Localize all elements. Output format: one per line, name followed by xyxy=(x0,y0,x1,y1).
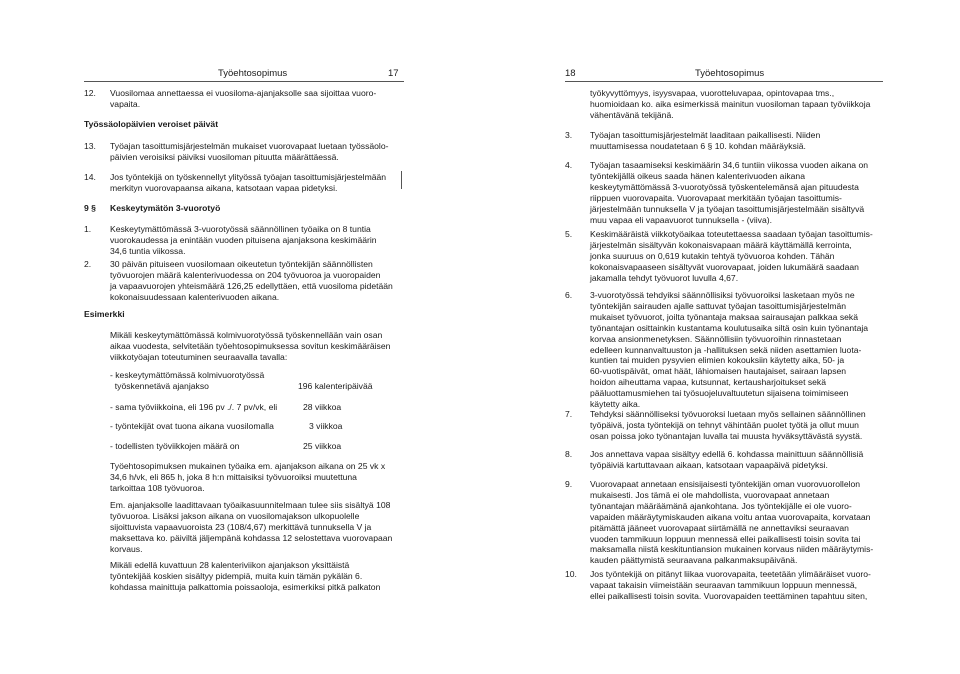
section-number: 9 § xyxy=(84,203,96,213)
paragraph-12 xyxy=(110,88,376,110)
text-line: kokonaisuudessaan kalenterivuoden aikana. xyxy=(110,291,280,302)
text-line: kokonaisvapaaseen sisältyvät vuorovapaat, joiden lukumäärä saadaan xyxy=(590,261,859,272)
text-line: kuntien tai muiden pysyvien elimien kokouksiin käytetty aika, 50- ja xyxy=(590,355,845,366)
paragraph-6 xyxy=(590,290,868,410)
text-line: edelleen kunnanvaltuuston ja -hallituksen sekä niiden asettamien luota- xyxy=(590,344,862,355)
paragraph-continued xyxy=(590,88,870,121)
text-line: Jos työntekijä on pitänyt liikaa vuorovapaita, teetetään ylimääräiset vuoro- xyxy=(590,569,871,579)
examples-label: Esimerkki xyxy=(84,309,125,319)
text-line: päivien veroisiksi päiviksi vuosiloman pituutta määrättäessä. xyxy=(110,151,339,162)
text-line: työvuorojen määrä kalenterivuodessa on 204 työvuoroa ja vuoropaiden xyxy=(110,269,381,280)
text-line: Keskeytymättömässä 3-vuorotyössä säännöllinen työaika on 8 tuntia xyxy=(110,224,371,234)
text-line: vähentävänä tekijänä. xyxy=(590,109,674,120)
paragraph-1 xyxy=(110,224,377,257)
text-line: työntekijän sairauden ajalle sattuvat työajan tasoittumisjärjestelmän xyxy=(590,300,847,311)
paragraph-5 xyxy=(590,229,873,284)
text-line: työntekijällä oikeus saada hänen kalenterivuoden aikana xyxy=(590,170,805,181)
text-line: huomioidaan ko. aika esimerkissä mainitun vuosiloman tapaan työviikkoja xyxy=(590,98,871,109)
row-value: 196 kalenteripäivää xyxy=(298,381,373,391)
paragraph-10 xyxy=(590,569,871,602)
text-line: Jos työntekijä on työskennellyt ylityössä työajan tasoittumisjärjestelmään xyxy=(110,172,387,182)
text-line: Työehtosopimuksen mukainen työaika em. ajanjakson aikana on 25 vk x xyxy=(110,461,386,471)
text-line: työnantajan osittainkin kustantama koulutusaika siltä osin kuin työnantaja xyxy=(590,322,869,333)
item-number: 8. xyxy=(565,449,573,459)
text-line: Keskimääräistä viikkotyöaikaa toteutettaessa saadaan työajan tasoittumis- xyxy=(590,229,873,239)
text-line: riippuen vuorovapaita. Vuorovapaat merkitään työajan tasoittumis- xyxy=(590,192,842,203)
paragraph-worktime xyxy=(110,461,385,494)
paragraph-13 xyxy=(110,141,389,163)
item-number: 3. xyxy=(565,130,573,140)
text-line: osan poissa joko työnantajan luvalla tai muusta hyväksyttävästä syystä. xyxy=(590,430,863,441)
row-value: 25 viikkoa xyxy=(303,441,342,451)
item-number: 12. xyxy=(84,88,96,98)
text-line: 30 päivän pituiseen vuosilomaan oikeutetun työntekijän säännöllisten xyxy=(110,259,373,269)
text-line: muuttamisessa noudatetaan 6 § 10. kohdan määräyksiä. xyxy=(590,140,806,151)
text-line: työvuoroa. Lisäksi jakson aikana on vuosilomajakson ulkopuolelle xyxy=(110,510,360,521)
text-line: pitämättä jääneet vuorovapaat siirtämällä ne annettaviksi seuraavan xyxy=(590,522,849,533)
text-line: aikaa vuodesta, selvitetään työehtosopimuksessa sovitun keskimääräisen xyxy=(110,340,391,351)
page-header-title: Työehtosopimus xyxy=(695,68,765,79)
paragraph-2 xyxy=(110,259,393,303)
text-line: vapaiden määräytymiskauden aikana voitu antaa vuorovapaita, korvataan xyxy=(590,511,871,522)
text-line: mukaiset työvuorot, joilta työnantaja maksaa sairausajan palkkaa sekä xyxy=(590,311,858,322)
text-line: vuorokaudessa ja enintään vuoden pituisena ajanjaksona keskimäärin xyxy=(110,234,377,245)
text-line: keskeytymättömässä 3-vuorotyössä työskentelemänsä ajan pituudesta xyxy=(590,181,859,192)
page-header-title: Työehtosopimus xyxy=(218,68,288,79)
text-line: käytetty aika. xyxy=(590,399,641,410)
text-line: korvaa ansionmenetyksen. Säännöllisiin työvuoroihin rinnastetaan xyxy=(590,333,842,344)
header-rule xyxy=(84,81,404,82)
example-intro xyxy=(110,330,390,363)
change-bar xyxy=(401,171,402,189)
text-line: sijoittuvista vapaavuoroista 23 (108/4,67) merkittävä tunnuksella V ja xyxy=(110,521,372,532)
section-heading: Työssäolopäivien veroiset päivät xyxy=(84,119,219,129)
example-row xyxy=(110,441,239,452)
text-line: hoidon aiheuttama vapaa, kutsunnat, kertausharjoitukset sekä xyxy=(590,377,827,388)
text-line: mukaisesti. Jos tämä ei ole mahdollista, vuorovapaat annetaan xyxy=(590,489,830,500)
section-title: Keskeytymätön 3-vuorotyö xyxy=(110,203,221,213)
text-line: kohdassa mainittuja palkattomia poissaoloja, esimerkiksi pitkä palkaton xyxy=(110,581,381,592)
row-label: - sama työviikkoina, eli 196 pv ./. 7 pv/vk, eli xyxy=(110,402,278,412)
row-label: työskennetävä ajanjakso xyxy=(110,380,209,391)
text-line: vapaita. xyxy=(110,98,141,109)
text-line: Em. ajanjaksolle laadittavaan työaikasuunnitelmaan tulee siis sisältyä 108 xyxy=(110,500,391,510)
text-line: työntekijää koskien sisältyy pidempiä, muita kuin tämän pykälän 6. xyxy=(110,570,363,581)
text-line: maksamalla niistä keskituntiansion mukainen korvaus niiden määräytymis- xyxy=(590,544,874,555)
text-line: 3-vuorotyössä tehdyiksi säännöllisiksi työvuoroiksi lasketaan myös ne xyxy=(590,290,855,300)
right-page xyxy=(480,0,960,674)
item-number: 5. xyxy=(565,229,573,239)
example-row xyxy=(110,402,277,413)
text-line: järjestelmään tunnuksella V ja työajan tasoittumisjärjestelmään sisältyvä xyxy=(590,203,865,214)
text-line: tarkoittaa 108 työvuoroa. xyxy=(110,482,205,493)
text-line: 34,6 h/vk, eli 865 h, joka 8 h:n mittaisiksi työvuoroiksi muutettuna xyxy=(110,471,357,482)
paragraph-9 xyxy=(590,479,873,566)
text-line: ellei paikallisesti toisin sovita. Vuorovapaiden teettäminen tapahtuu siten, xyxy=(590,590,868,601)
text-line: työpäivä, josta työntekijä on tehnyt vähintään puolet työtä ja ollut muun xyxy=(590,419,859,430)
page-number: 18 xyxy=(565,68,576,79)
text-line: Jos annettava vapaa sisältyy edellä 6. kohdassa mainittuun säännöllisiä xyxy=(590,449,864,459)
text-line: jonka suuruus on 0,619 kutakin tehtyä työvuoroa kohden. Tähän xyxy=(590,250,835,261)
text-line: jakamalla tehdyt työvuorot luvulla 4,67. xyxy=(590,272,739,283)
text-line: muu vapaa eli vapaavuorot tunnuksella - (viiva). xyxy=(590,214,772,225)
paragraph-14 xyxy=(110,172,386,194)
text-line: järjestelmän sisältyvän kokonaisvapaan määrä käyttämällä kerrointa, xyxy=(590,239,852,250)
text-line: Vuorovapaat annetaan ensisijaisesti työntekijän oman vuorovuorollelon xyxy=(590,479,861,489)
text-line: kauden päättymistä seuraavana palkanmaksupäivänä. xyxy=(590,555,798,566)
text-line: 60-vuotispäivät, omat häät, lähiomaisen hautajaiset, sairaan lapsen xyxy=(590,366,847,377)
text-line: työkyvyttömyys, isyysvapaa, vuorotteluvapaa, opintovapaa tms., xyxy=(590,88,835,98)
row-value: 3 viikkoa xyxy=(309,421,343,431)
paragraph-7 xyxy=(590,409,866,442)
paragraph-3 xyxy=(590,130,820,152)
paragraph-absences xyxy=(110,560,380,593)
text-line: Vuosilomaa annettaessa ei vuosiloma-ajanjaksolle saa sijoittaa vuoro- xyxy=(110,88,377,98)
text-line: maksettava ko. päiviltä jäljempänä kohdassa 12 selostettava vuorovapaan xyxy=(110,532,393,543)
paragraph-shifts xyxy=(110,500,392,555)
example-row xyxy=(110,370,264,392)
item-number: 4. xyxy=(565,160,573,170)
item-number: 1. xyxy=(84,224,92,234)
item-number: 13. xyxy=(84,141,96,151)
text-line: Mikäli keskeytymättömässä kolmivuorotyössä työskennellään vain osan xyxy=(110,330,383,340)
item-number: 9. xyxy=(565,479,573,489)
text-line: viikkotyöajan toteutuminen seuraavalla tavalla: xyxy=(110,351,288,362)
row-label: - todellisten työviikkojen määrä on xyxy=(110,441,240,451)
paragraph-8 xyxy=(590,449,863,471)
example-row xyxy=(110,421,274,432)
text-line: korvaus. xyxy=(110,543,143,554)
item-number: 7. xyxy=(565,409,573,419)
item-number: 2. xyxy=(84,259,92,269)
text-line: vuoden tammikuun loppuun mennessä ellei paikallisesti toisin sovita tai xyxy=(590,533,861,544)
item-number: 10. xyxy=(565,569,577,579)
text-line: 34,6 tuntia viikossa. xyxy=(110,245,186,256)
row-label: - työntekijät ovat tuona aikana vuosilomalla xyxy=(110,421,274,431)
item-number: 14. xyxy=(84,172,96,182)
text-line: Työajan tasoittumisjärjestelmän mukaiset vuorovapaat luetaan työssäolo- xyxy=(110,141,389,151)
text-line: Työajan tasoittumisjärjestelmät laaditaan paikallisesti. Niiden xyxy=(590,130,821,140)
row-value: 28 viikkoa xyxy=(303,402,342,412)
text-line: Mikäli edellä kuvattuun 28 kalenteriviikon ajanjakson yksittäistä xyxy=(110,560,350,570)
text-line: merkityn vuorovapaansa aikana, katsotaan vapaa pidetyksi. xyxy=(110,182,338,193)
page-number: 17 xyxy=(388,68,399,79)
text-line: Työajan tasaamiseksi keskimäärin 34,6 tuntiin viikossa vuoden aikana on xyxy=(590,160,869,170)
item-number: 6. xyxy=(565,290,573,300)
text-line: työpäiviä kartuttavaan aikaan, katsotaan vapaapäivä pidetyksi. xyxy=(590,459,828,470)
paragraph-4 xyxy=(590,160,868,225)
text-line: Tehdyksi säännölliseksi työvuoroksi luetaan myös sellainen säännöllinen xyxy=(590,409,866,419)
header-rule xyxy=(565,81,883,82)
row-label: - keskeytymättömässä kolmivuorotyössä xyxy=(110,370,265,380)
text-line: pääluottamusmiehen tai työsuojeluvaltuutetun sijaisena toimimiseen xyxy=(590,388,849,399)
text-line: ja vapaavuorojen yhteismäärä 126,25 edellyttäen, että vuosiloma pidetään xyxy=(110,280,393,291)
text-line: vapaat takaisin viimeistään seuraavan tammikuun loppuun mennessä, xyxy=(590,579,858,590)
text-line: työnantajan määräämänä ajankohtana. Jos työntekijälle ei ole vuoro- xyxy=(590,500,852,511)
